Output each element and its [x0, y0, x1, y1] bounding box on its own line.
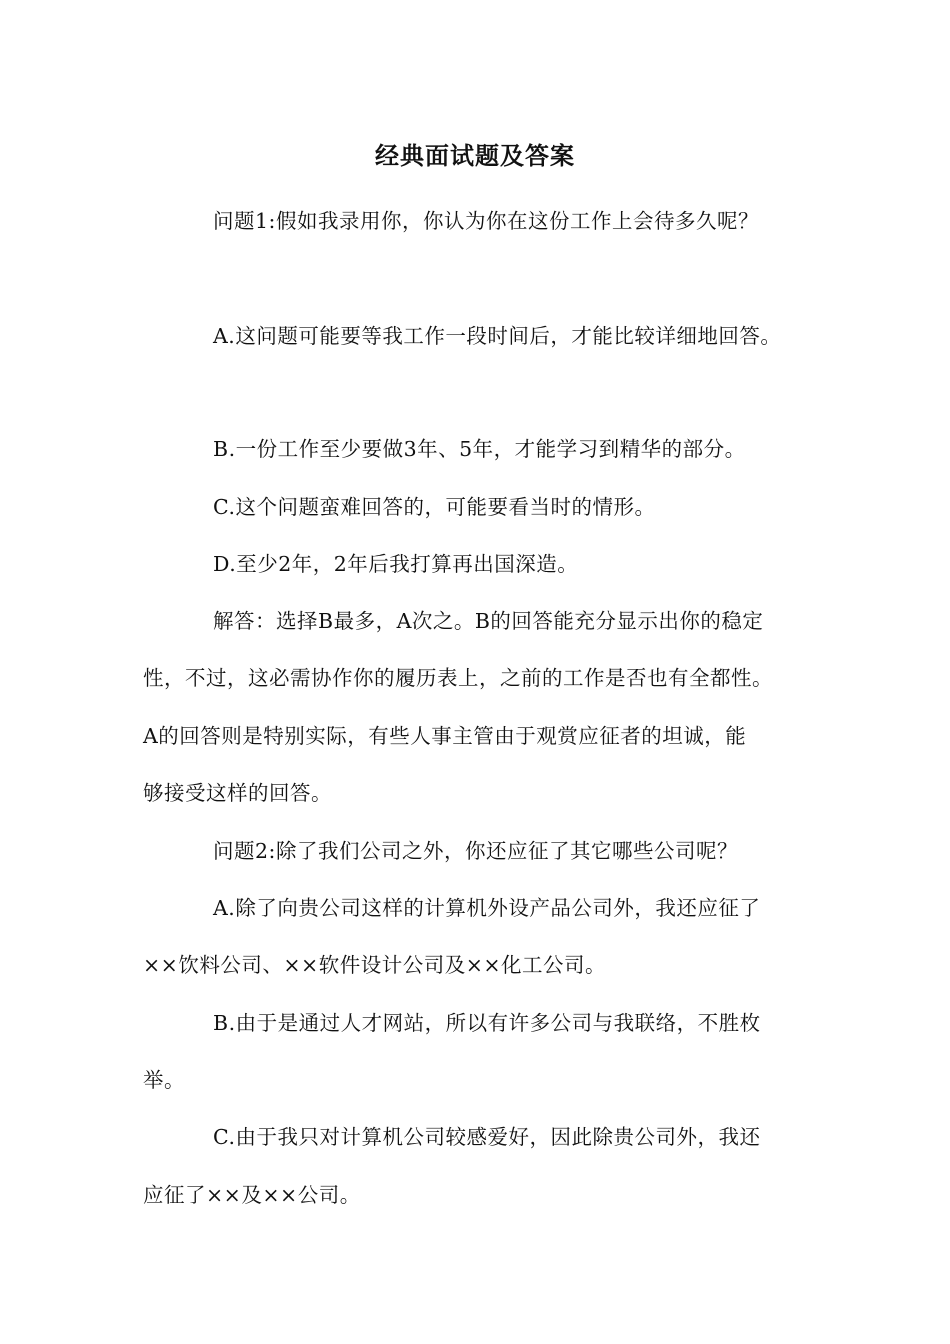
question-2: 问题2:除了我们公司之外，你还应征了其它哪些公司呢？	[213, 839, 738, 863]
q2-option-c-line-2: 应征了××及××公司。	[143, 1183, 361, 1207]
document-title: 经典面试题及答案	[375, 141, 575, 170]
q2-option-a-line-2: ××饮料公司、××软件设计公司及××化工公司。	[143, 953, 607, 977]
q1-answer-line-1: 解答：选择B最多，A次之。B的回答能充分显示出你的稳定	[213, 609, 764, 633]
q1-answer-line-3: A的回答则是特别实际，有些人事主管由于观赏应征者的坦诚，能	[143, 724, 747, 748]
q2-option-c-line-1: C.由于我只对计算机公司较感爱好，因此除贵公司外，我还	[213, 1125, 761, 1149]
q1-option-b: B.一份工作至少要做3年、5年，才能学习到精华的部分。	[213, 437, 746, 461]
q1-option-a: A.这问题可能要等我工作一段时间后，才能比较详细地回答。	[213, 324, 782, 348]
q1-answer-line-2: 性，不过，这必需协作你的履历表上，之前的工作是否也有全都性。	[143, 666, 773, 690]
q1-option-d: D.至少2年，2年后我打算再出国深造。	[213, 552, 579, 576]
q2-option-a-line-1: A.除了向贵公司这样的计算机外设产品公司外，我还应征了	[213, 896, 761, 920]
q2-option-b-line-2: 举。	[143, 1068, 185, 1092]
q1-option-c: C.这个问题蛮难回答的，可能要看当时的情形。	[213, 495, 656, 519]
q2-option-b-line-1: B.由于是通过人才网站，所以有许多公司与我联络，不胜枚	[213, 1011, 761, 1035]
q1-answer-line-4: 够接受这样的回答。	[143, 781, 332, 805]
question-1: 问题1:假如我录用你，你认为你在这份工作上会待多久呢？	[213, 209, 759, 233]
